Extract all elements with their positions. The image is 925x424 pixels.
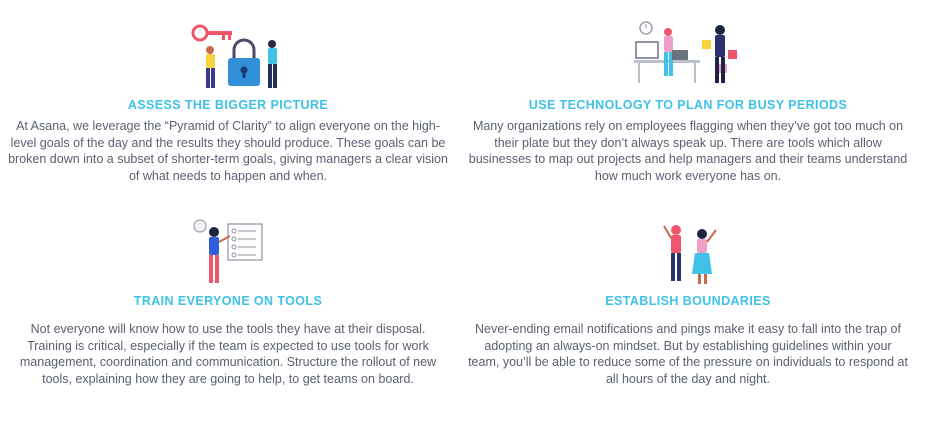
section-title: ASSESS THE BIGGER PICTURE — [127, 98, 329, 112]
section-body: Never-ending email notifications and pings make it easy to fall into the trap of adopting an always-on mindset. But by establishing guidelines within your team, you’ll be able to reduce some of the pressure on individuals to respond at all hours of the day and night. — [468, 322, 908, 386]
office-desk-illustration — [468, 20, 908, 98]
section-title: ESTABLISH BOUNDARIES — [605, 294, 771, 308]
desk-icon — [632, 20, 742, 94]
section-train-everyone — [8, 216, 448, 387]
section-use-technology — [468, 20, 908, 184]
people-waving-icon — [656, 216, 726, 290]
section-assess-bigger-picture — [8, 20, 448, 184]
checklist-illustration — [8, 216, 448, 294]
padlock-icon — [184, 20, 284, 94]
section-body: At Asana, we leverage the “Pyramid of Clarity” to align everyone on the high-level goals of the day and the results they should produce. These goals can be broken down into a subset of shorter-term goals, giving managers a clear vision of what needs to happen and when. — [8, 119, 448, 183]
section-body: Many organizations rely on employees flagging when they’ve got too much on their plate but they don’t always speak up. There are tools which allow businesses to map out projects and help managers and their teams understand how much work everyone has on. — [468, 119, 908, 183]
section-title: USE TECHNOLOGY TO PLAN FOR BUSY PERIODS — [528, 98, 848, 112]
key-and-padlock-illustration — [8, 20, 448, 98]
checklist-icon — [190, 216, 270, 290]
two-people-waving-illustration — [468, 216, 908, 294]
section-establish-boundaries — [468, 216, 908, 387]
section-body: Not everyone will know how to use the tools they have at their disposal. Training is critical, especially if the team is expected to use tools for work management, coordination and communication. Structure the rollout of new tools, explaining how they are going to help, to get teams on board. — [19, 322, 437, 386]
section-title: TRAIN EVERYONE ON TOOLS — [133, 294, 323, 308]
